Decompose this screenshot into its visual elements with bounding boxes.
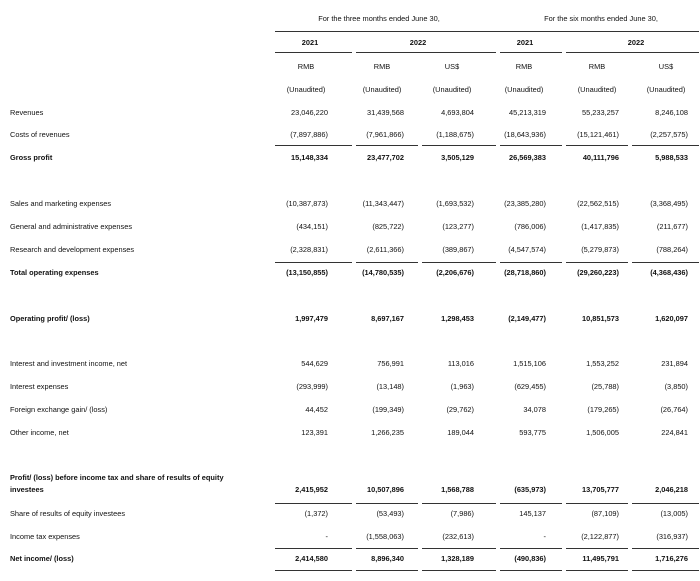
total-rule <box>422 570 496 571</box>
row-label: Revenues <box>10 108 44 117</box>
row-value: (825,722) <box>372 222 404 231</box>
row-value: 224,841 <box>661 428 688 437</box>
row-label: Research and development expenses <box>10 245 135 254</box>
row-value: (389,867) <box>442 245 474 254</box>
row-value: (434,151) <box>296 222 328 231</box>
row-value: (490,836) <box>514 554 546 563</box>
row-value: (87,109) <box>591 509 619 518</box>
row-value: 3,505,129 <box>441 153 474 162</box>
year-header: 2021 <box>301 38 319 47</box>
row-value: 40,111,796 <box>582 153 619 162</box>
row-value: 4,693,804 <box>441 108 474 117</box>
row-value: - <box>325 532 328 541</box>
total-rule <box>275 503 352 504</box>
row-value: (13,005) <box>660 509 688 518</box>
row-value: (2,257,575) <box>650 130 688 139</box>
row-value: 23,477,702 <box>367 153 404 162</box>
row-value: 2,414,580 <box>295 554 328 563</box>
row-value: 113,016 <box>447 359 474 368</box>
header-three-months: For the three months ended June 30, <box>318 14 440 23</box>
row-label: Operating profit/ (loss) <box>10 314 90 323</box>
currency-header: US$ <box>444 62 460 71</box>
total-rule <box>500 262 562 263</box>
row-value: 593,775 <box>519 428 546 437</box>
audit-header: (Unaudited) <box>577 85 617 94</box>
header-divider <box>275 31 699 32</box>
currency-header: US$ <box>658 62 674 71</box>
row-value: 1,515,106 <box>513 359 546 368</box>
row-value: 45,213,319 <box>509 108 546 117</box>
total-rule <box>566 262 628 263</box>
total-rule <box>422 548 496 549</box>
total-rule <box>422 145 496 146</box>
row-value: 2,415,952 <box>295 485 328 494</box>
row-value: 1,298,453 <box>441 314 474 323</box>
row-value: 2,046,218 <box>655 485 688 494</box>
row-value: 5,988,533 <box>655 153 688 162</box>
year-underline <box>356 52 496 53</box>
total-rule <box>275 262 352 263</box>
row-value: (22,562,515) <box>577 199 619 208</box>
row-value: (786,006) <box>514 222 546 231</box>
row-value: (26,764) <box>660 405 688 414</box>
total-rule <box>422 262 496 263</box>
row-value: (14,780,535) <box>362 268 404 277</box>
row-value: 10,507,896 <box>367 485 404 494</box>
row-value: 26,569,383 <box>509 153 546 162</box>
row-label: General and administrative expenses <box>10 222 133 231</box>
row-value: (316,937) <box>656 532 688 541</box>
row-value: 11,495,791 <box>582 554 619 563</box>
row-value: - <box>543 532 546 541</box>
year-header: 2022 <box>627 38 645 47</box>
year-header: 2021 <box>516 38 534 47</box>
row-value: (7,986) <box>450 509 474 518</box>
total-rule <box>632 503 699 504</box>
row-value: (179,265) <box>587 405 619 414</box>
row-label: Income tax expenses <box>10 532 80 541</box>
row-value: 231,894 <box>661 359 688 368</box>
total-rule <box>566 570 628 571</box>
row-value: 145,137 <box>519 509 546 518</box>
row-value: 8,697,167 <box>371 314 404 323</box>
row-value: 1,997,479 <box>295 314 328 323</box>
row-value: (2,328,831) <box>290 245 328 254</box>
row-value: (232,613) <box>442 532 474 541</box>
row-value: (18,643,936) <box>504 130 546 139</box>
header-six-months: For the six months ended June 30, <box>544 14 658 23</box>
row-value: 44,452 <box>305 405 328 414</box>
row-label: Interest and investment income, net <box>10 359 128 368</box>
row-value: (1,188,675) <box>436 130 474 139</box>
row-value: 1,568,788 <box>441 485 474 494</box>
row-value: (28,718,860) <box>504 268 546 277</box>
row-value: (2,149,477) <box>508 314 546 323</box>
row-label: Sales and marketing expenses <box>10 199 112 208</box>
row-value: (788,264) <box>656 245 688 254</box>
row-value: (53,493) <box>376 509 404 518</box>
row-value: 189,044 <box>447 428 474 437</box>
row-value: 10,851,573 <box>582 314 619 323</box>
row-label: Foreign exchange gain/ (loss) <box>10 405 108 414</box>
row-value: (7,897,886) <box>290 130 328 139</box>
row-value: (2,611,366) <box>366 245 404 254</box>
year-underline <box>566 52 699 53</box>
total-rule <box>566 145 628 146</box>
row-label: Gross profit <box>10 153 53 162</box>
row-value: (293,999) <box>296 382 328 391</box>
row-value: (1,372) <box>304 509 328 518</box>
row-value: (1,963) <box>450 382 474 391</box>
audit-header: (Unaudited) <box>362 85 402 94</box>
row-value: (10,387,873) <box>286 199 328 208</box>
row-value: (635,973) <box>514 485 546 494</box>
total-rule <box>500 548 562 549</box>
year-underline <box>275 52 352 53</box>
row-value: 55,233,257 <box>582 108 619 117</box>
row-label: Net income/ (loss) <box>10 554 74 563</box>
total-rule <box>500 145 562 146</box>
total-rule <box>275 145 352 146</box>
total-rule <box>632 262 699 263</box>
total-rule <box>275 548 352 549</box>
year-underline <box>500 52 562 53</box>
total-rule <box>632 570 699 571</box>
currency-header: RMB <box>588 62 606 71</box>
row-value: (123,277) <box>442 222 474 231</box>
total-rule <box>632 145 699 146</box>
row-value: 1,716,276 <box>655 554 688 563</box>
audit-header: (Unaudited) <box>286 85 326 94</box>
total-rule <box>356 503 418 504</box>
row-label: Profit/ (loss) before income tax and share of results of equity <box>10 473 224 482</box>
row-value: (2,122,877) <box>581 532 619 541</box>
row-value: (629,455) <box>514 382 546 391</box>
row-value: 1,266,235 <box>371 428 404 437</box>
row-label: Share of results of equity investees <box>10 509 126 518</box>
row-value: (29,260,223) <box>577 268 619 277</box>
row-label: Costs of revenues <box>10 130 70 139</box>
row-value: 15,148,334 <box>291 153 328 162</box>
row-value: 8,896,340 <box>371 554 404 563</box>
row-value: (23,385,280) <box>504 199 546 208</box>
row-value: 8,246,108 <box>655 108 688 117</box>
row-value: (5,279,873) <box>581 245 619 254</box>
row-value: (7,961,866) <box>366 130 404 139</box>
row-label: Total operating expenses <box>10 268 99 277</box>
total-rule <box>566 503 628 504</box>
total-rule <box>356 548 418 549</box>
total-rule <box>356 570 418 571</box>
total-rule <box>500 503 562 504</box>
row-value: 544,629 <box>301 359 328 368</box>
row-label: Interest expenses <box>10 382 69 391</box>
row-value: 1,328,189 <box>441 554 474 563</box>
row-value: 1,506,005 <box>586 428 619 437</box>
row-value: (3,850) <box>664 382 688 391</box>
row-value: (211,677) <box>656 222 688 231</box>
total-rule <box>356 262 418 263</box>
row-value: 23,046,220 <box>291 108 328 117</box>
total-rule <box>500 570 562 571</box>
row-value: 123,391 <box>301 428 328 437</box>
row-value: (15,121,461) <box>577 130 619 139</box>
row-value: 31,439,568 <box>367 108 404 117</box>
audit-header: (Unaudited) <box>646 85 686 94</box>
row-value: 1,553,252 <box>586 359 619 368</box>
currency-header: RMB <box>515 62 533 71</box>
audit-header: (Unaudited) <box>432 85 472 94</box>
total-rule <box>566 548 628 549</box>
row-value: (2,206,676) <box>436 268 474 277</box>
total-rule <box>422 503 496 504</box>
row-value: (3,368,495) <box>650 199 688 208</box>
row-value: (1,417,835) <box>581 222 619 231</box>
row-value: (11,343,447) <box>362 199 404 208</box>
row-label: Other income, net <box>10 428 69 437</box>
currency-header: RMB <box>297 62 315 71</box>
row-value: (4,547,574) <box>508 245 546 254</box>
row-value: (1,558,063) <box>366 532 404 541</box>
row-value: 13,705,777 <box>582 485 619 494</box>
row-value: (13,148) <box>376 382 404 391</box>
total-rule <box>632 548 699 549</box>
row-label-cont: investees <box>10 485 44 494</box>
row-value: 34,078 <box>523 405 546 414</box>
row-value: (199,349) <box>372 405 404 414</box>
total-rule <box>356 145 418 146</box>
row-value: (4,368,436) <box>650 268 688 277</box>
row-value: (13,150,855) <box>286 268 328 277</box>
row-value: (1,693,532) <box>436 199 474 208</box>
total-rule <box>275 570 352 571</box>
row-value: 1,620,097 <box>655 314 688 323</box>
year-header: 2022 <box>409 38 427 47</box>
audit-header: (Unaudited) <box>504 85 544 94</box>
currency-header: RMB <box>373 62 391 71</box>
row-value: (25,788) <box>591 382 619 391</box>
row-value: 756,991 <box>377 359 404 368</box>
row-value: (29,762) <box>446 405 474 414</box>
